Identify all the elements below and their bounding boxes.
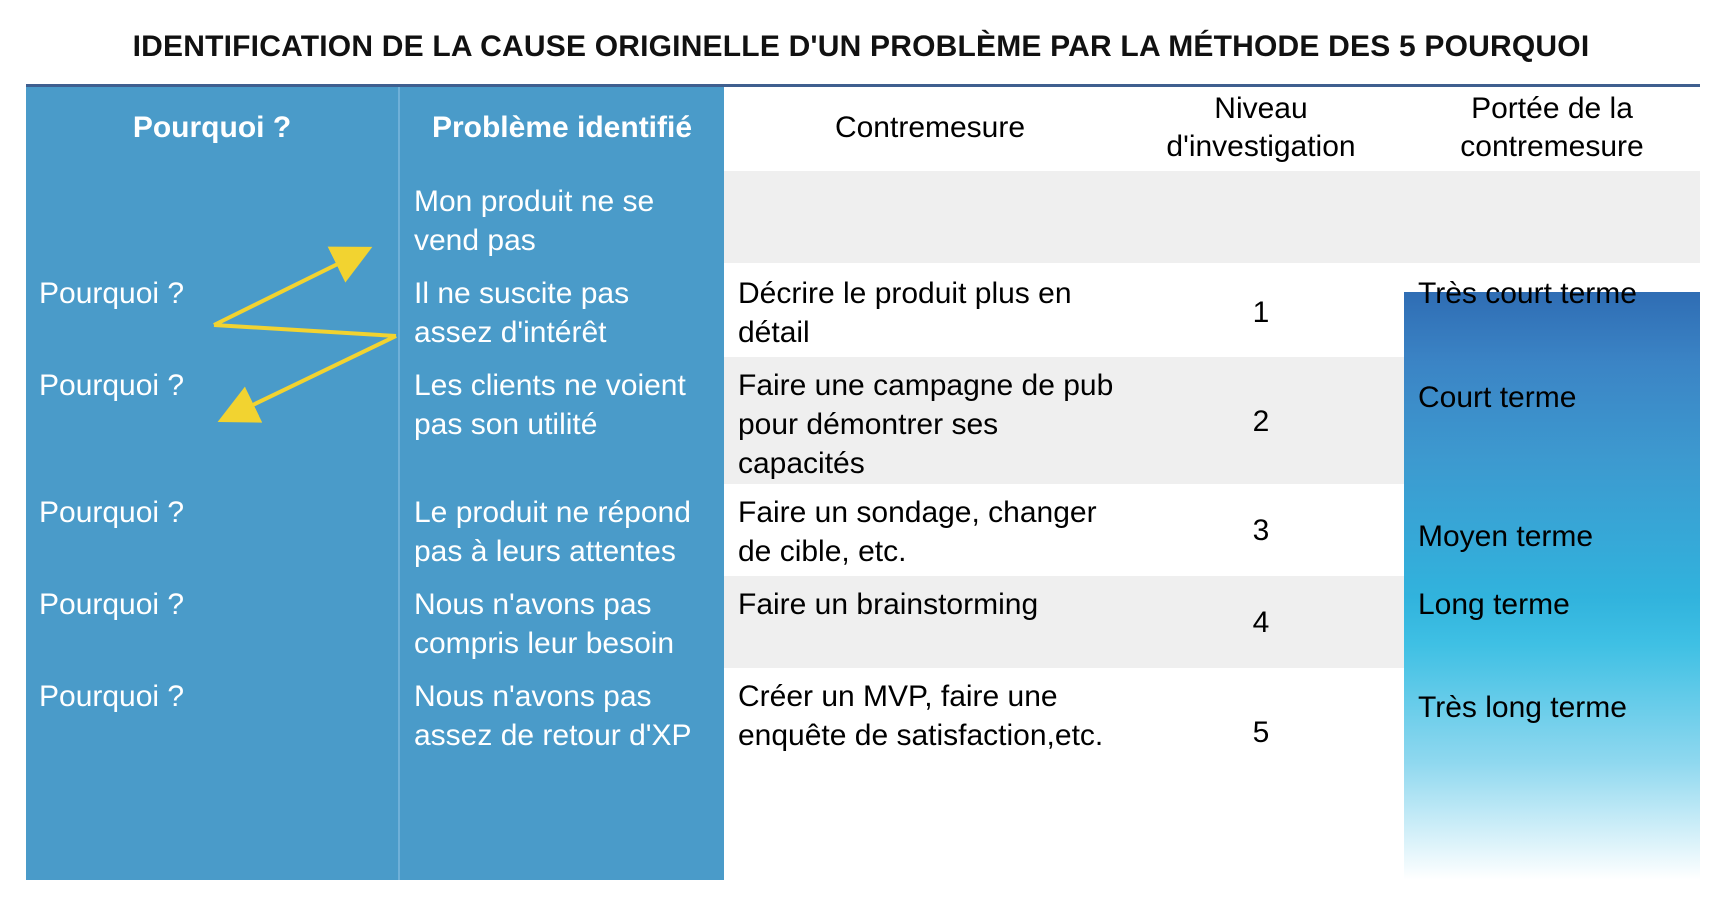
pourquoi-cell: Pourquoi ?	[39, 277, 185, 310]
portee-label: Long terme	[1418, 588, 1570, 621]
niveau-cell: 5	[1252, 716, 1270, 749]
pourquoi-cell: Pourquoi ?	[39, 588, 185, 621]
contremesure-cell: Faire une campagne de pub pour démontrer ses capacités	[738, 369, 1114, 480]
contremesure-cell: Créer un MVP, faire une enquête de satisfaction,etc.	[738, 680, 1104, 752]
pourquoi-cell: Pourquoi ?	[39, 680, 185, 713]
contremesure-cell: Faire un sondage, changer de cible, etc.	[738, 496, 1097, 568]
pourquoi-cell: Pourquoi ?	[39, 496, 185, 529]
niveau-cell: 2	[1252, 405, 1270, 438]
portee-label: Moyen terme	[1418, 520, 1594, 553]
pourquoi-cell: Pourquoi ?	[39, 369, 185, 402]
probleme-cell: Nous n'avons pas compris leur besoin	[414, 588, 675, 660]
probleme-cell: Le produit ne répond pas à leurs attentes	[414, 496, 691, 568]
niveau-cell: 3	[1252, 514, 1270, 547]
header-contremesure: Contremesure	[834, 111, 1026, 144]
probleme-cell: Il ne suscite pas assez d'intérêt	[414, 277, 630, 349]
page-title: IDENTIFICATION DE LA CAUSE ORIGINELLE D'UN PROBLÈME PAR LA MÉTHODE DES 5 POURQUOI	[132, 30, 1590, 63]
probleme-cell: Nous n'avons pas assez de retour d'XP	[414, 680, 692, 752]
portee-label: Très court terme	[1418, 277, 1637, 310]
row-stripe-0	[724, 171, 1700, 263]
five-whys-table	[26, 87, 1700, 880]
portee-label: Très long terme	[1418, 691, 1627, 724]
header-probleme: Problème identifié	[431, 111, 693, 144]
portee-label: Court terme	[1418, 381, 1577, 414]
header-pourquoi: Pourquoi ?	[132, 111, 292, 144]
header-portee: Portée de la contremesure	[1460, 92, 1644, 163]
contremesure-cell: Faire un brainstorming	[738, 588, 1039, 621]
contremesure-cell: Décrire le produit plus en détail	[738, 277, 1072, 349]
probleme-cell: Les clients ne voient pas son utilité	[414, 369, 686, 441]
probleme-cell: Mon produit ne se vend pas	[414, 185, 655, 257]
header-niveau: Niveau d'investigation	[1166, 92, 1356, 163]
niveau-cell: 4	[1252, 606, 1270, 639]
column-separator	[398, 87, 400, 880]
niveau-cell: 1	[1252, 296, 1270, 329]
